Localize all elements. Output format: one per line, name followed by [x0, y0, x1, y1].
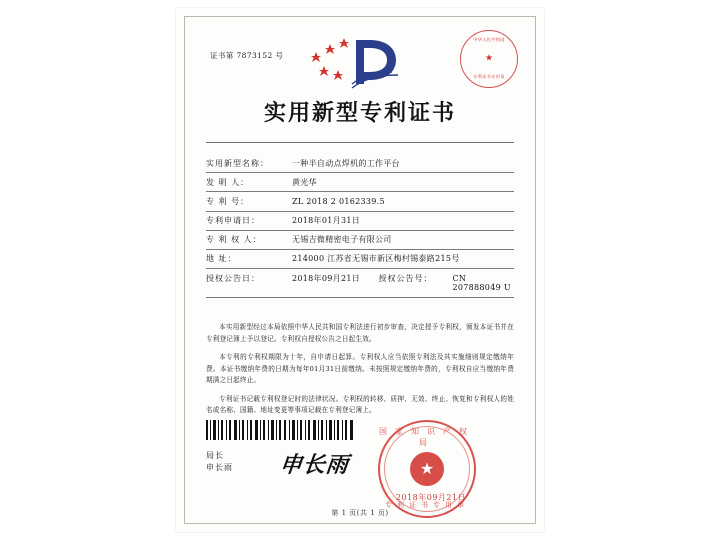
field-label: 专 利 权 人： — [206, 235, 262, 245]
patent-certificate-page — [176, 8, 544, 532]
grant-number-group — [378, 274, 514, 292]
field-label: 专利申请日： — [206, 216, 260, 226]
grant-date-group — [206, 274, 378, 283]
page-footer: 第 1 页(共 1 页) — [331, 509, 389, 517]
field-value: 无锡吉微精密电子有限公司 — [292, 235, 392, 245]
director-title: 局长 — [206, 451, 224, 460]
field-row-patent-number — [206, 192, 514, 211]
paragraph-1: 本实用新型经过本局依照中华人民共和国专利法进行初步审查，决定授予专利权，颁发本证书并在专利登记簿上予以登记。专利权自授权公告之日起生效。 — [206, 323, 514, 343]
field-value: 214000 江苏省无锡市新区梅村锡泰路215号 — [292, 254, 460, 264]
field-label: 发 明 人： — [206, 177, 250, 187]
bottom-official-seal — [378, 420, 476, 518]
field-value: 黄光华 — [292, 177, 317, 187]
barcode — [206, 420, 356, 440]
seal-date: 2018年09月21日 — [395, 493, 467, 502]
paragraph-2: 本专利的专利权期限为十年，自申请日起算。专利权人应当依照专利法及其实施细则规定缴纳年费。本证书缴纳年费的日期为每年01月31日前缴纳。未按照规定缴纳年费的，专利权自应当缴纳年费期满之日起终止。 — [206, 353, 514, 385]
field-label: 授权公告日： — [206, 273, 260, 283]
field-value: 一种半自动点焊机的工作平台 — [292, 158, 400, 168]
fields-block — [206, 154, 514, 298]
field-row-inventor — [206, 173, 514, 192]
field-value: ZL 2018 2 0162339.5 — [292, 196, 385, 206]
certificate-number: 证书第 7873152 号 — [210, 51, 284, 60]
field-label: 专 利 号： — [206, 196, 250, 206]
signature-block — [206, 450, 233, 474]
director-name: 申长雨 — [206, 463, 233, 472]
national-emblem-icon: ★ — [410, 452, 444, 486]
field-label: 地 址： — [206, 254, 237, 264]
field-row-patentee — [206, 231, 514, 250]
logo-mark-icon — [300, 32, 420, 90]
seal-text-line3: 专利证书专用章 — [473, 74, 505, 79]
legal-text-block — [206, 322, 514, 424]
field-row-grant-announcement — [206, 269, 514, 297]
seal-arc-top-text: 国家知识产权局 — [379, 427, 475, 447]
star-icon: ★ — [484, 53, 494, 64]
field-value: 2018年09月21日 — [292, 273, 361, 283]
field-row-utility-model-name — [206, 154, 514, 173]
field-value: 2018年01月31日 — [292, 216, 361, 226]
handwritten-signature: 申长雨 — [278, 452, 351, 478]
seal-text-line1: 中华人民共和国 — [473, 37, 505, 42]
cnipa-logo — [176, 32, 544, 90]
field-value: CN 207888049 U — [452, 273, 511, 292]
field-label: 实用新型名称： — [206, 158, 269, 168]
title-divider — [206, 142, 514, 143]
field-label: 授权公告号： — [378, 273, 433, 283]
field-row-application-date — [206, 212, 514, 231]
paragraph-3: 专利证书记载专利权登记时的法律状况。专利权的转移、质押、无效、终止、恢复和专利权人的姓名或名称、国籍、地址变更等事项记载在专利登记簿上。 — [206, 394, 514, 415]
seal-arc-bottom-text: 专利证书专用章 — [385, 501, 469, 509]
document-title: 实用新型专利证书 — [263, 100, 456, 126]
field-row-address — [206, 250, 514, 269]
